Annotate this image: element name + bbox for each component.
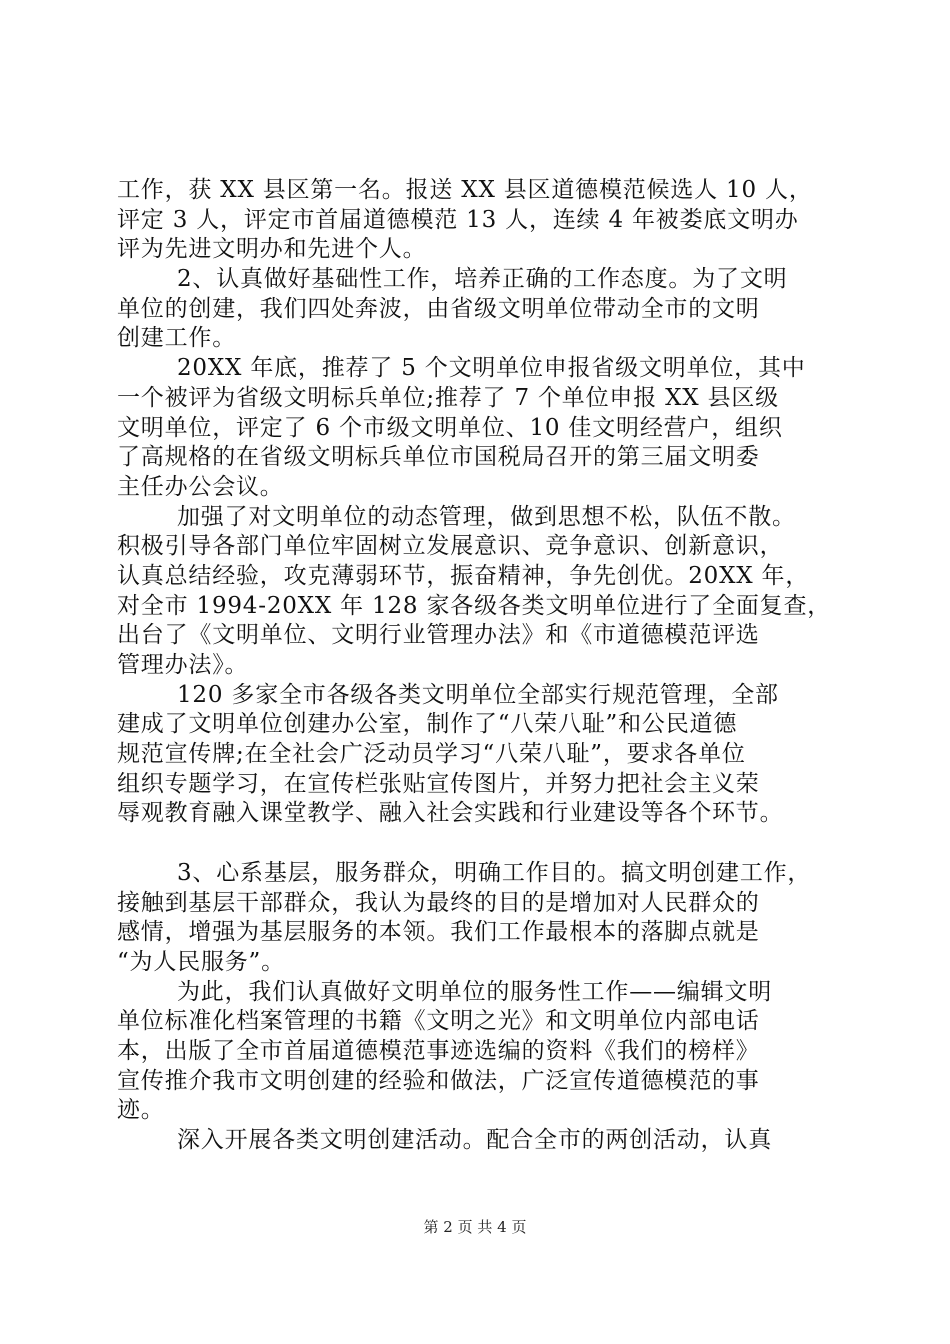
document-body (117, 176, 835, 1156)
paragraph-start-line: 20XX 年底，推荐了 5 个文明单位申报省级文明单位，其中 (177, 355, 806, 382)
text-line: 了高规格的在省级文明标兵单位市国税局召开的第三届文明委 (117, 444, 760, 471)
text-line: 建成了文明单位创建办公室，制作了“八荣八耻”和公民道德 (117, 711, 738, 738)
paragraph-start-line: 为此，我们认真做好文明单位的服务性工作——编辑文明 (177, 978, 772, 1005)
text-line: 本，出版了全市首届道德模范事迹选编的资料《我们的榜样》 (117, 1037, 760, 1064)
text-line: 感情，增强为基层服务的本领。我们工作最根本的落脚点就是 (117, 919, 760, 946)
paragraph-start-line: 2、认真做好基础性工作，培养正确的工作态度。为了文明 (177, 266, 788, 293)
text-line: 认真总结经验，攻克薄弱环节，振奋精神，争先创优。20XX 年， (117, 562, 810, 589)
text-line: 规范宣传牌;在全社会广泛动员学习“八荣八耻”，要求各单位 (117, 741, 746, 768)
paragraph-start-line: 120 多家全市各级各类文明单位全部实行规范管理，全部 (177, 681, 779, 708)
text-line: 文明单位，评定了 6 个市级文明单位、10 佳文明经营户，组织 (117, 414, 783, 441)
page-number-footer: 第 2 页 共 4 页 (423, 1218, 527, 1236)
text-line: 评为先进文明办和先进个人。 (117, 236, 427, 263)
text-line: 对全市 1994-20XX 年 128 家各级各类文明单位进行了全面复查， (117, 592, 832, 619)
text-line: 迹。 (117, 1097, 165, 1124)
blank-line (117, 829, 835, 859)
text-line: 积极引导各部门单位牢固树立发展意识、竞争意识、创新意识， (117, 533, 784, 560)
text-line: 创建工作。 (117, 325, 236, 352)
paragraph-start-line: 深入开展各类文明创建活动。配合全市的两创活动，认真 (177, 1127, 772, 1153)
text-line: 单位标准化档案管理的书籍《文明之光》和文明单位内部电话 (117, 1008, 760, 1035)
text-line: 单位的创建，我们四处奔波，由省级文明单位带动全市的文明 (117, 295, 760, 322)
text-line: 评定 3 人，评定市首届道德模范 13 人，连续 4 年被娄底文明办 (117, 206, 799, 233)
text-line: 管理办法》。 (117, 652, 249, 678)
paragraph-start-line: 3、心系基层，服务群众，明确工作目的。搞文明创建工作， (177, 859, 812, 886)
text-line: 接触到基层干部群众，我认为最终的目的是增加对人民群众的 (117, 889, 760, 916)
paragraph-start-line: 加强了对文明单位的动态管理，做到思想不松，队伍不散。 (177, 503, 796, 530)
text-line: 一个被评为省级文明标兵单位;推荐了 7 个单位申报 XX 县区级 (117, 384, 779, 411)
text-line: “为人民服务”。 (117, 948, 285, 975)
text-line: 辱观教育融入课堂教学、融入社会实践和行业建设等各个环节。 (117, 800, 784, 827)
text-line: 宣传推介我市文明创建的经验和做法，广泛宣传道德模范的事 (117, 1067, 760, 1094)
text-line: 组织专题学习，在宣传栏张贴宣传图片，并努力把社会主义荣 (117, 770, 760, 797)
text-line: 工作，获 XX 县区第一名。报送 XX 县区道德模范候选人 10 人， (117, 177, 813, 203)
text-line: 主任办公会议。 (117, 473, 284, 500)
text-line: 出台了《文明单位、文明行业管理办法》和《市道德模范评选 (117, 622, 760, 649)
